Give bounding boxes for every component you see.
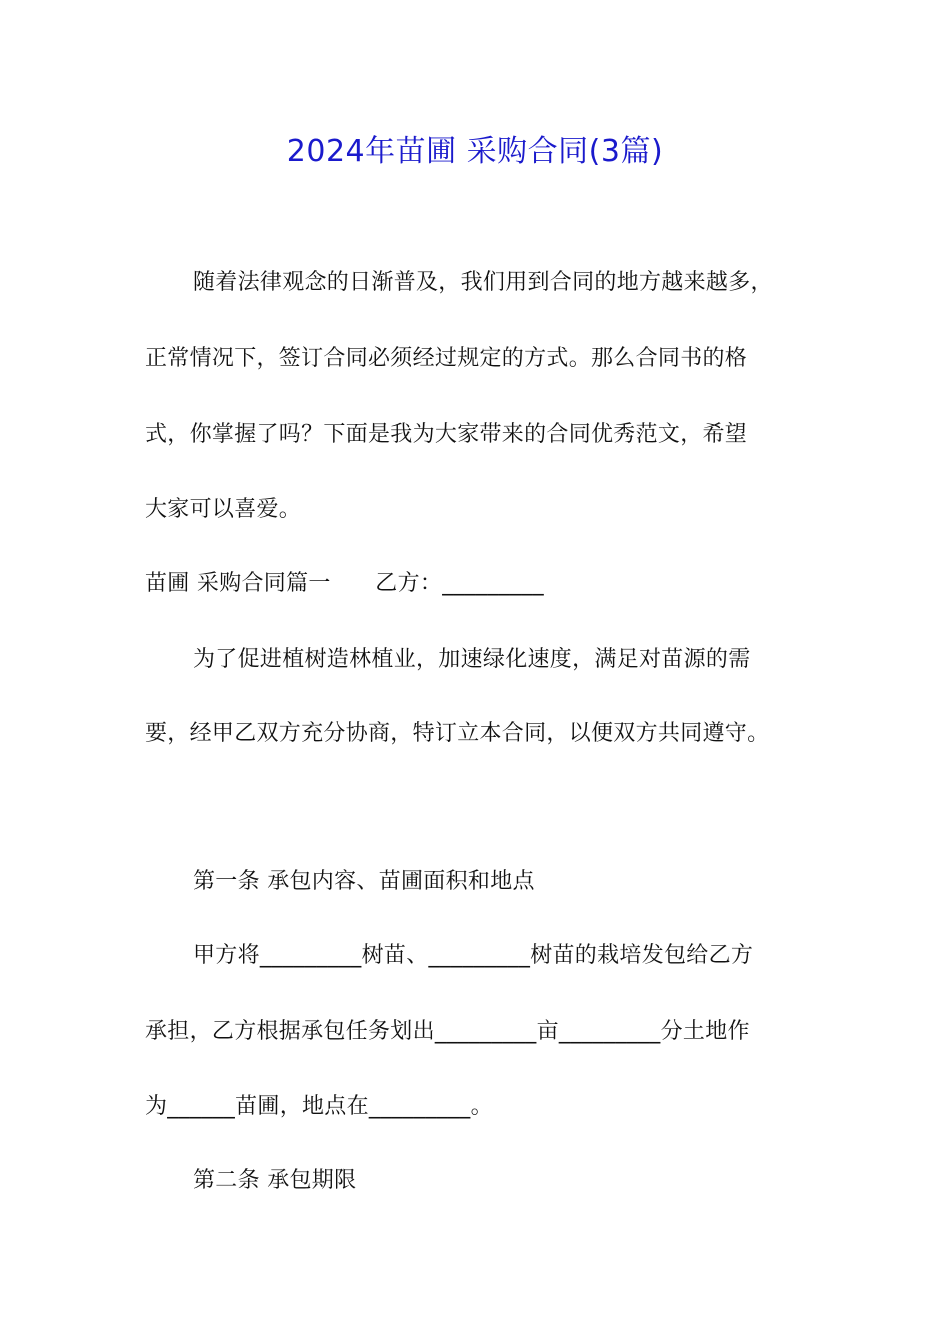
article2-heading: 第二条 承包期限 — [193, 1168, 357, 1193]
purpose-line-1: 为了促进植树造林植业，加速绿化速度，满足对苗源的需 — [193, 647, 751, 672]
intro-line-2: 正常情况下，签订合同必须经过规定的方式。那么合同书的格 — [145, 346, 748, 371]
document-title: 2024年苗圃 采购合同(3篇) — [286, 134, 664, 169]
intro-line-3: 式，你掌握了吗？下面是我为大家带来的合同优秀范文，希望 — [145, 422, 748, 447]
intro-line-4: 大家可以喜爱。 — [145, 497, 302, 522]
purpose-line-2: 要，经甲乙双方充分协商，特订立本合同，以便双方共同遵守。 — [145, 721, 770, 746]
article1-line-3: 为______苗圃，地点在_________。 — [145, 1094, 493, 1119]
article1-line-1: 甲方将_________树苗、_________树苗的栽培发包给乙方 — [193, 943, 754, 968]
article1-line-2: 承担，乙方根据承包任务划出_________亩_________分土地作 — [145, 1019, 750, 1044]
article1-heading: 第一条 承包内容、苗圃面积和地点 — [193, 869, 535, 894]
intro-line-1: 随着法律观念的日渐普及，我们用到合同的地方越来越多， — [193, 270, 773, 295]
section-heading: 苗圃 采购合同篇一 乙方：_________ — [145, 571, 544, 596]
